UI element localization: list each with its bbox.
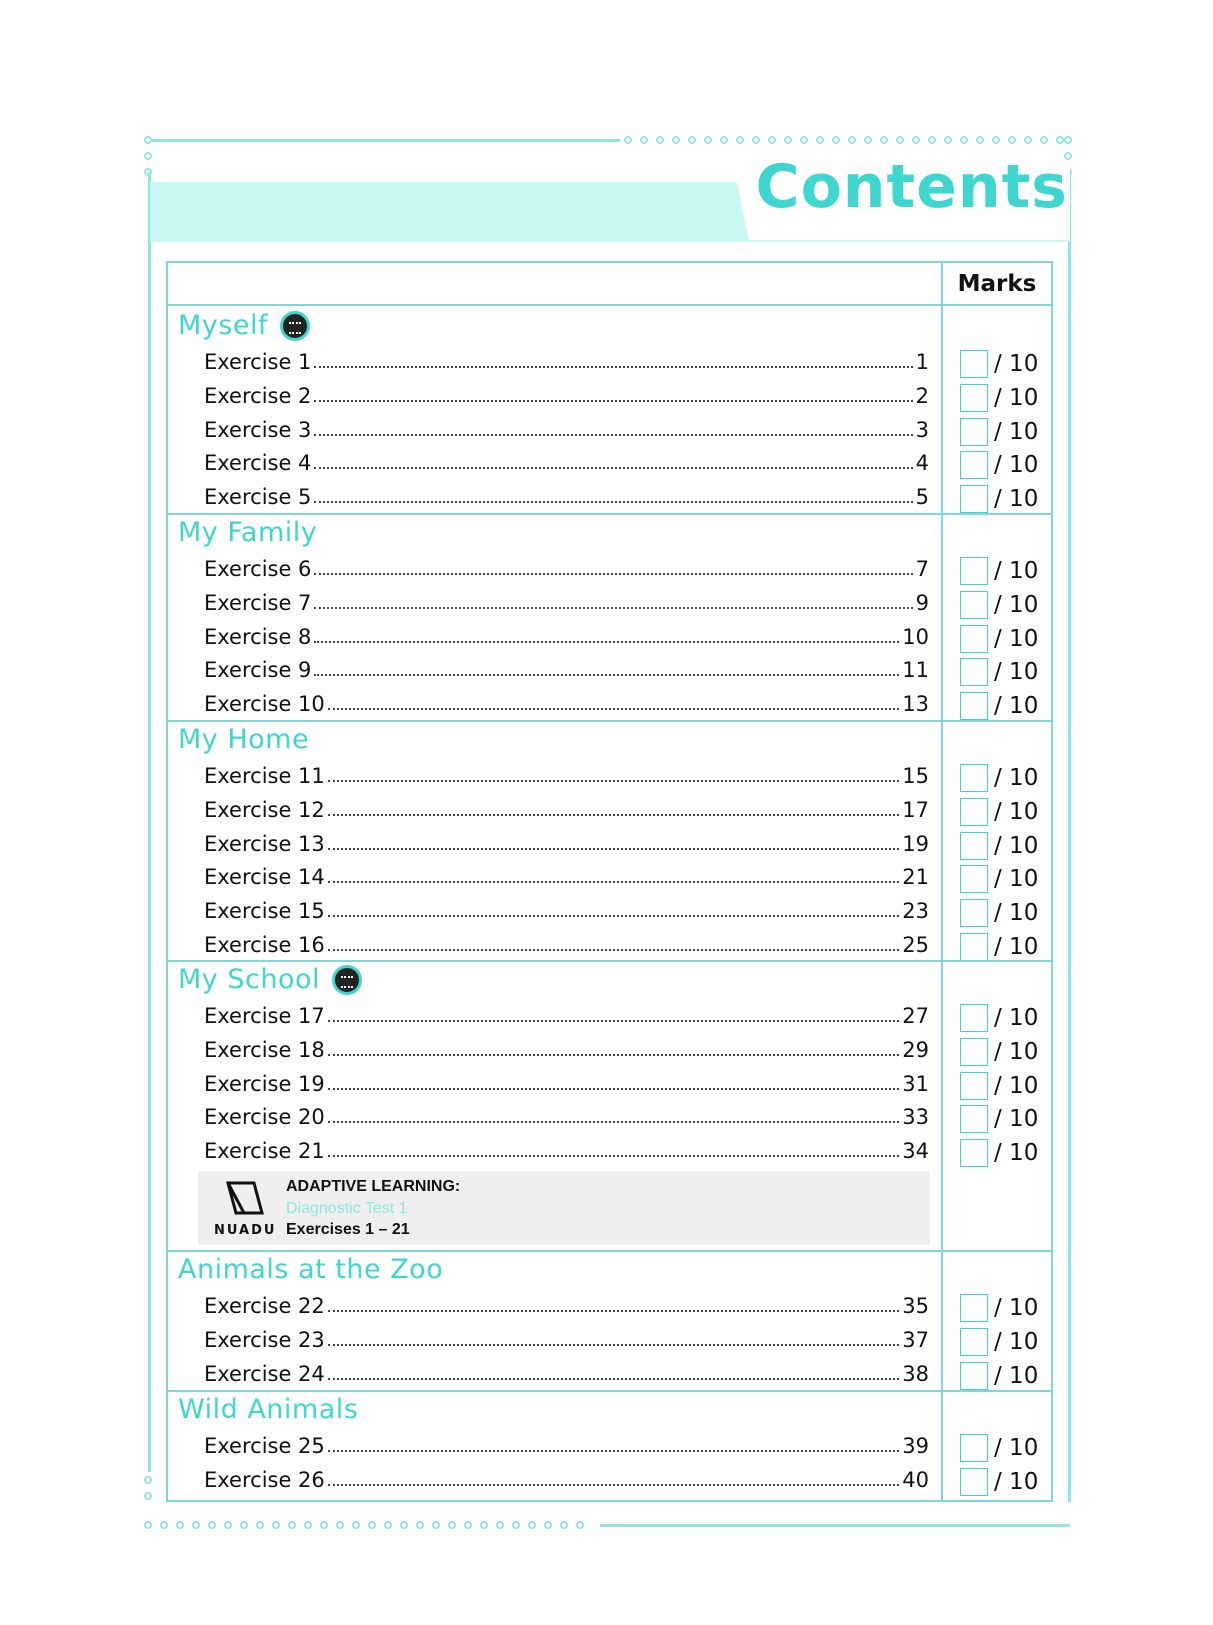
exercise-label: Exercise 8 (204, 624, 312, 649)
frame-dot (352, 1521, 360, 1529)
dot-leader (328, 1450, 899, 1452)
frame-dot (736, 136, 744, 144)
exercise-row[interactable] (204, 619, 929, 649)
marks-entry (960, 557, 1038, 585)
frame-top-line (150, 139, 620, 142)
exercise-label: Exercise 9 (204, 658, 312, 683)
section (168, 1250, 1051, 1390)
frame-dot (880, 136, 888, 144)
page-number: 1 (915, 350, 929, 374)
dot-leader (314, 501, 912, 503)
marks-out-of: / 10 (994, 1362, 1039, 1389)
marks-input-box[interactable] (960, 865, 988, 893)
marks-out-of: / 10 (994, 1038, 1039, 1065)
page-number: 34 (902, 1139, 929, 1164)
dot-leader (314, 366, 912, 368)
page-number: 15 (902, 764, 929, 788)
marks-entry (960, 1072, 1038, 1100)
marks-entry (960, 798, 1038, 826)
exercise-row[interactable] (204, 758, 929, 788)
dot-leader (328, 881, 899, 883)
marks-input-box[interactable] (960, 1072, 988, 1100)
marks-out-of: / 10 (994, 351, 1039, 377)
frame-dot (336, 1521, 344, 1529)
dot-leader (328, 915, 899, 917)
dot-leader (328, 848, 899, 850)
exercise-row[interactable] (204, 412, 929, 442)
exercise-row[interactable] (204, 859, 929, 889)
marks-entry (960, 418, 1038, 446)
page-number: 35 (902, 1294, 929, 1318)
section-divider (168, 1250, 1051, 1252)
frame-dot (480, 1521, 488, 1529)
page-number: 25 (902, 933, 929, 957)
frame-dot (656, 136, 664, 144)
page-number: 40 (902, 1467, 929, 1492)
marks-input-box[interactable] (960, 832, 988, 860)
section (168, 720, 1051, 960)
marks-entry (960, 692, 1038, 720)
frame-dot (560, 1521, 568, 1529)
exercise-row[interactable] (204, 1133, 929, 1163)
page-number: 19 (902, 831, 929, 856)
frame-dot (640, 136, 648, 144)
marks-out-of: / 10 (994, 591, 1039, 618)
section (168, 306, 1051, 513)
marks-entry (960, 451, 1038, 479)
page-number: 29 (902, 1037, 929, 1062)
marks-entry (960, 591, 1038, 619)
marks-input-box[interactable] (960, 591, 988, 619)
marks-out-of: / 10 (994, 1328, 1039, 1355)
marks-input-box[interactable] (960, 1004, 988, 1032)
exercise-label: Exercise 3 (204, 417, 312, 442)
frame-bottom-line (600, 1524, 1070, 1527)
frame-dot (144, 1476, 152, 1484)
exercise-row[interactable] (204, 1462, 929, 1492)
dot-leader (328, 1088, 899, 1090)
dot-leader (328, 1344, 899, 1346)
dot-leader (328, 814, 899, 816)
dot-leader (314, 607, 912, 609)
page-number: 27 (902, 1004, 929, 1028)
dot-leader (314, 400, 912, 402)
frame-left-line (148, 172, 151, 1472)
exercise-row[interactable] (204, 1288, 929, 1318)
frame-dot (400, 1521, 408, 1529)
frame-dot (304, 1521, 312, 1529)
marks-entry (960, 933, 1038, 961)
dot-leader (328, 1155, 899, 1157)
marks-input-box[interactable] (960, 1294, 988, 1322)
dot-leader (328, 1310, 899, 1312)
frame-dot (368, 1521, 376, 1529)
section-title (178, 964, 362, 995)
frame-right-line (1068, 172, 1071, 1502)
marks-input-box[interactable] (960, 1038, 988, 1066)
page-number: 9 (915, 590, 929, 615)
exercise-label: Exercise 25 (204, 1434, 325, 1458)
frame-dot (224, 1521, 232, 1529)
exercise-row[interactable] (204, 652, 929, 682)
frame-dot (288, 1521, 296, 1529)
exercise-label: Exercise 7 (204, 590, 312, 615)
marks-entry (960, 1004, 1038, 1032)
exercise-row[interactable] (204, 445, 929, 475)
marks-entry (960, 625, 1038, 653)
exercise-row[interactable] (204, 479, 929, 509)
exercise-label: Exercise 1 (204, 350, 312, 374)
dot-leader (328, 780, 899, 782)
section-title (178, 724, 309, 755)
exercise-label: Exercise 5 (204, 485, 312, 510)
marks-input-box[interactable] (960, 451, 988, 479)
page-number: 17 (902, 797, 929, 822)
page-number: 2 (915, 383, 929, 408)
page-number: 37 (902, 1327, 929, 1352)
frame-top-dots (624, 136, 1072, 144)
exercise-label: Exercise 6 (204, 557, 312, 581)
frame-dot (944, 136, 952, 144)
dot-leader (314, 434, 912, 436)
frame-dot (1040, 136, 1048, 144)
section-title-text: Animals at the Zoo (178, 1254, 444, 1285)
exercise-row[interactable] (204, 551, 929, 581)
exercise-row[interactable] (204, 378, 929, 408)
exercise-row[interactable] (204, 344, 929, 374)
exercise-row[interactable] (204, 686, 929, 716)
marks-out-of: / 10 (994, 1468, 1039, 1495)
frame-dot (240, 1521, 248, 1529)
marks-out-of: / 10 (994, 798, 1039, 825)
marks-out-of: / 10 (994, 1295, 1039, 1321)
marks-input-box[interactable] (960, 485, 988, 513)
frame-dot (464, 1521, 472, 1529)
exercise-label: Exercise 24 (204, 1361, 325, 1386)
marks-out-of: / 10 (994, 486, 1039, 513)
section-title-text: My Family (178, 517, 318, 548)
dot-leader (314, 641, 899, 643)
frame-dot (208, 1521, 216, 1529)
marks-entry (960, 658, 1038, 686)
frame-dot (896, 136, 904, 144)
section-divider (168, 513, 1051, 515)
frame-dot (496, 1521, 504, 1529)
marks-entry (960, 350, 1038, 378)
marks-entry (960, 1434, 1038, 1462)
exercise-label: Exercise 11 (204, 764, 325, 788)
marks-input-box[interactable] (960, 764, 988, 792)
frame-dot (160, 1521, 168, 1529)
frame-dot (528, 1521, 536, 1529)
section-title (178, 310, 310, 341)
marks-out-of: / 10 (994, 934, 1039, 960)
marks-input-box[interactable] (960, 933, 988, 961)
dot-leader (328, 1020, 899, 1022)
adaptive-range: Exercises 1 – 21 (286, 1221, 410, 1238)
exercise-row[interactable] (204, 826, 929, 856)
exercise-row[interactable] (204, 1428, 929, 1458)
frame-dot (752, 136, 760, 144)
marks-entry (960, 485, 1038, 513)
section-title-text: My School (178, 964, 320, 995)
marks-input-box[interactable] (960, 1468, 988, 1496)
contents-table (166, 261, 1053, 1502)
frame-dot (384, 1521, 392, 1529)
frame-dot (720, 136, 728, 144)
badge-icon (280, 311, 310, 341)
marks-entry (960, 832, 1038, 860)
section-title (178, 517, 317, 548)
exercise-label: Exercise 22 (204, 1294, 325, 1318)
frame-dot (832, 136, 840, 144)
marks-entry (960, 764, 1038, 792)
marks-out-of: / 10 (994, 384, 1039, 411)
marks-out-of: / 10 (994, 1435, 1039, 1461)
marks-input-box[interactable] (960, 1362, 988, 1390)
frame-dot (784, 136, 792, 144)
marks-out-of: / 10 (994, 693, 1039, 720)
marks-input-box[interactable] (960, 899, 988, 927)
exercise-row[interactable] (204, 927, 929, 957)
frame-dot (512, 1521, 520, 1529)
exercise-row[interactable] (204, 1099, 929, 1129)
frame-dot (272, 1521, 280, 1529)
marks-out-of: / 10 (994, 625, 1039, 652)
exercise-label: Exercise 15 (204, 899, 325, 924)
section-title-text: Wild Animals (178, 1394, 359, 1425)
exercise-label: Exercise 20 (204, 1105, 325, 1130)
frame-dot (416, 1521, 424, 1529)
nuadu-brand: NUADU (214, 1223, 277, 1238)
section-divider (168, 720, 1051, 722)
section-divider (168, 1390, 1051, 1392)
frame-dot (976, 136, 984, 144)
marks-input-box[interactable] (960, 1328, 988, 1356)
page-number: 4 (915, 451, 929, 476)
section-title-text: Myself (178, 310, 268, 341)
exercise-label: Exercise 16 (204, 933, 325, 957)
marks-input-box[interactable] (960, 658, 988, 686)
marks-entry (960, 1294, 1038, 1322)
page-number: 13 (902, 692, 929, 717)
badge-icon (332, 965, 362, 995)
exercise-row[interactable] (204, 1322, 929, 1352)
frame-dot (800, 136, 808, 144)
marks-input-box[interactable] (960, 384, 988, 412)
marks-input-box[interactable] (960, 557, 988, 585)
page-number: 5 (915, 485, 929, 510)
marks-entry (960, 1328, 1038, 1356)
marks-out-of: / 10 (994, 1106, 1039, 1133)
frame-bottom-dots (144, 1521, 592, 1529)
adaptive-learning-box[interactable] (198, 1171, 930, 1245)
exercise-label: Exercise 19 (204, 1071, 325, 1096)
frame-dot (1024, 136, 1032, 144)
page-number: 21 (902, 865, 929, 890)
marks-out-of: / 10 (994, 418, 1039, 445)
marks-out-of: / 10 (994, 558, 1039, 584)
dot-leader (314, 467, 912, 469)
dot-leader (328, 1121, 899, 1123)
frame-dot (144, 136, 152, 144)
exercise-row[interactable] (204, 893, 929, 923)
exercise-label: Exercise 26 (204, 1467, 325, 1492)
marks-out-of: / 10 (994, 765, 1039, 791)
frame-dot (448, 1521, 456, 1529)
frame-dot (672, 136, 680, 144)
page-number: 7 (915, 557, 929, 581)
frame-dot (176, 1521, 184, 1529)
section-title (178, 1394, 358, 1425)
frame-dot (576, 1521, 584, 1529)
exercise-label: Exercise 18 (204, 1037, 325, 1062)
exercise-label: Exercise 10 (204, 692, 325, 717)
frame-left-dots (144, 136, 152, 184)
frame-dot (1064, 136, 1072, 144)
frame-dot (848, 136, 856, 144)
marks-out-of: / 10 (994, 1140, 1039, 1167)
section (168, 960, 1051, 1250)
table-header (168, 263, 1051, 306)
exercise-row[interactable] (204, 998, 929, 1028)
frame-dot (320, 1521, 328, 1529)
marks-entry (960, 1038, 1038, 1066)
section (168, 1390, 1051, 1500)
marks-entry (960, 384, 1038, 412)
dot-leader (328, 1054, 899, 1056)
page-number: 3 (915, 417, 929, 442)
marks-input-box[interactable] (960, 350, 988, 378)
marks-input-box[interactable] (960, 1139, 988, 1167)
page-number: 23 (902, 899, 929, 924)
page-number: 39 (902, 1434, 929, 1458)
exercise-row[interactable] (204, 1066, 929, 1096)
marks-input-box[interactable] (960, 625, 988, 653)
exercise-label: Exercise 2 (204, 383, 312, 408)
dot-leader (328, 1484, 899, 1486)
marks-entry (960, 1362, 1038, 1390)
frame-left-bottom-dots (144, 1476, 152, 1508)
exercise-label: Exercise 17 (204, 1004, 325, 1028)
marks-entry (960, 1468, 1038, 1496)
exercise-row[interactable] (204, 792, 929, 822)
exercise-label: Exercise 21 (204, 1139, 325, 1164)
exercise-row[interactable] (204, 1356, 929, 1386)
frame-dot (992, 136, 1000, 144)
frame-dot (960, 136, 968, 144)
frame-dot (912, 136, 920, 144)
frame-dot (928, 136, 936, 144)
frame-dot (1008, 136, 1016, 144)
page-number: 33 (902, 1105, 929, 1130)
marks-out-of: / 10 (994, 452, 1039, 479)
frame-dot (768, 136, 776, 144)
frame-dot (624, 136, 632, 144)
frame-dot (144, 152, 152, 160)
frame-dot (144, 1521, 152, 1529)
frame-dot (256, 1521, 264, 1529)
frame-dot (688, 136, 696, 144)
exercise-label: Exercise 13 (204, 831, 325, 856)
exercise-label: Exercise 14 (204, 865, 325, 890)
page-number: 10 (902, 624, 929, 649)
marks-entry (960, 1105, 1038, 1133)
marks-out-of: / 10 (994, 1005, 1039, 1031)
marks-header: Marks (957, 271, 1037, 297)
exercise-label: Exercise 4 (204, 451, 312, 476)
marks-input-box[interactable] (960, 418, 988, 446)
frame-dot (144, 1492, 152, 1500)
frame-dot (816, 136, 824, 144)
dot-leader (328, 1378, 899, 1380)
frame-dot (432, 1521, 440, 1529)
adaptive-heading: ADAPTIVE LEARNING: (286, 1178, 461, 1195)
section-divider (168, 960, 1051, 962)
frame-dot (864, 136, 872, 144)
exercise-label: Exercise 12 (204, 797, 325, 822)
dot-leader (328, 708, 899, 710)
dot-leader (328, 949, 899, 951)
marks-input-box[interactable] (960, 692, 988, 720)
marks-input-box[interactable] (960, 798, 988, 826)
marks-entry (960, 865, 1038, 893)
marks-input-box[interactable] (960, 1434, 988, 1462)
dot-leader (314, 674, 899, 676)
marks-out-of: / 10 (994, 832, 1039, 859)
page-number: 38 (902, 1361, 929, 1386)
page-number: 31 (902, 1071, 929, 1096)
frame-dot (1056, 136, 1064, 144)
diagnostic-test-link[interactable]: Diagnostic Test 1 (286, 1200, 408, 1217)
section-title (178, 1254, 443, 1285)
frame-dot (544, 1521, 552, 1529)
marks-out-of: / 10 (994, 900, 1039, 927)
exercise-label: Exercise 23 (204, 1327, 325, 1352)
frame-dot (144, 168, 152, 176)
marks-out-of: / 10 (994, 1072, 1039, 1099)
section-title-text: My Home (178, 724, 310, 755)
dot-leader (314, 573, 912, 575)
page-number: 11 (902, 658, 929, 683)
exercise-row[interactable] (204, 585, 929, 615)
frame-dot (192, 1521, 200, 1529)
frame-dot (704, 136, 712, 144)
page-title: Contents (755, 152, 1068, 222)
exercise-row[interactable] (204, 1032, 929, 1062)
marks-entry (960, 1139, 1038, 1167)
marks-entry (960, 899, 1038, 927)
marks-out-of: / 10 (994, 866, 1039, 893)
marks-input-box[interactable] (960, 1105, 988, 1133)
marks-out-of: / 10 (994, 659, 1039, 686)
section (168, 513, 1051, 720)
